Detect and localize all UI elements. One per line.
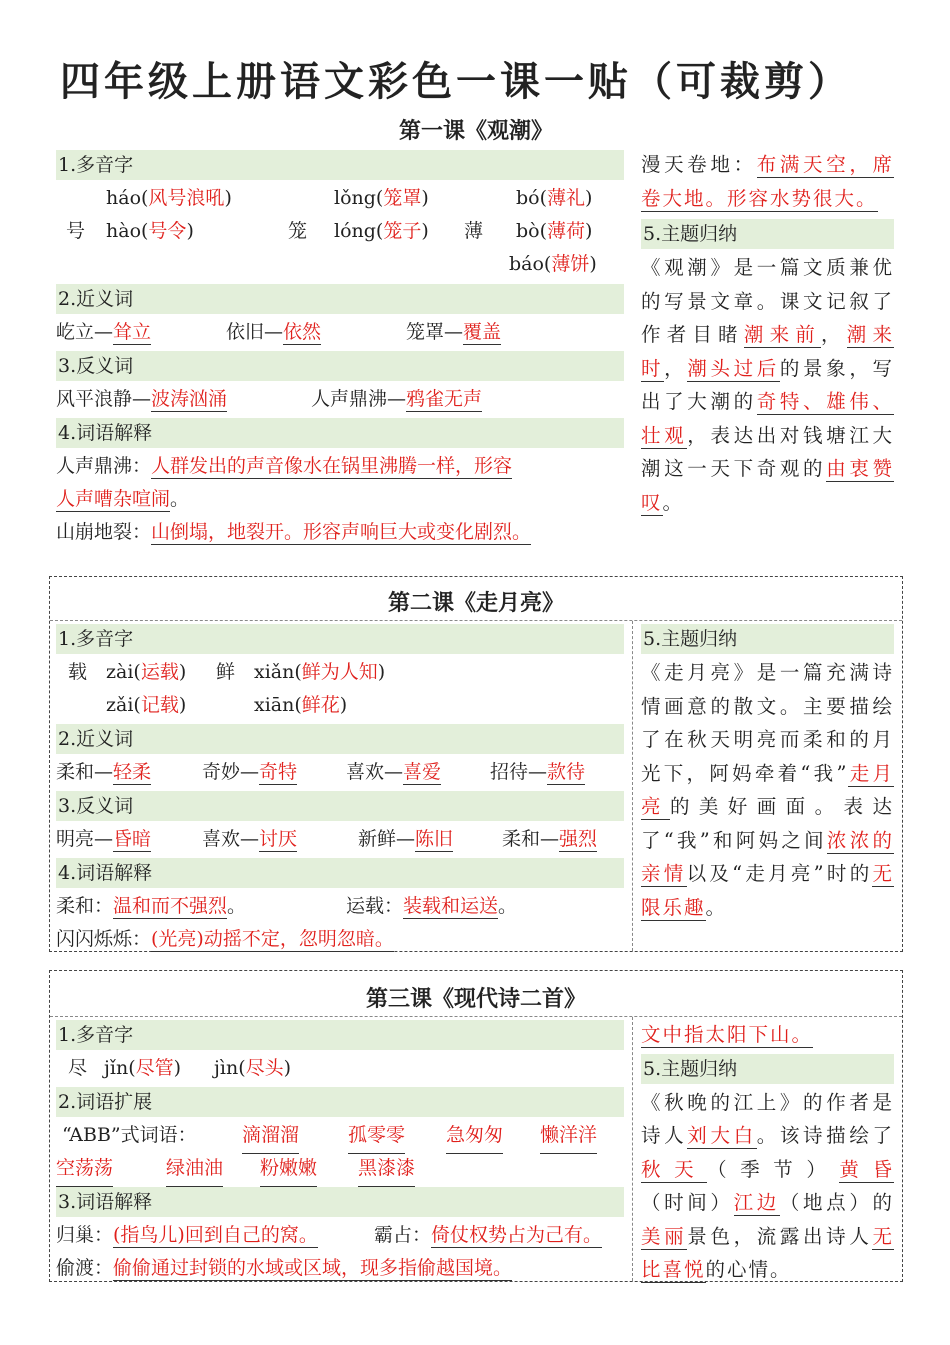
char-hao: 号 [66,220,86,242]
char-long: 笼 [288,220,308,242]
pinyin-bo1: bó(薄礼) [516,187,593,209]
char-zai: 载 [68,661,88,683]
lesson1-right [641,148,894,519]
section-word-expansion: 2.词语扩展 [56,1087,624,1117]
polyphone-row: 尽 jǐn(尽管) jìn(尽头) [56,1052,624,1085]
section-theme: 5.主题归纳 [641,219,894,249]
theme-summary: 《秋晚的江上》的作者是诗人刘大白。该诗描绘了秋天（季节）黄昏（时间）江边（地点）的美丽景色，流露出诗人无比喜悦的心情。 [641,1090,894,1281]
definition-continued: 文中指太阳下山。 [641,1023,814,1046]
definition-2: 山崩地裂：山倒塌，地裂开。形容声响巨大或变化剧烈。 [56,521,532,543]
pinyin-long2: lóng(笼子) [334,220,429,242]
definition-3: 闪闪烁烁：(光亮)动摇不定，忽明忽暗。 [56,928,394,950]
pinyin-bao: báo(薄饼) [509,253,597,275]
pinyin-hao2: hào(号令) [106,220,194,242]
pinyin-long1: lǒng(笼罩) [334,187,429,209]
lesson3-right [641,1018,894,1287]
synonyms-row: 柔和—轻柔 奇妙—奇特 喜欢—喜爱 招待—款待 [56,761,586,783]
definition-mantianjuandi: 漫天卷地：布满天空，席卷大地。形容水势很大。 [641,153,894,210]
synonyms-row: 屹立—耸立 依旧—依然 笼罩—覆盖 [56,321,502,343]
definitions-row: 归巢：(指鸟儿)回到自己的窝。 霸占：倚仗权势占为己有。 [56,1224,603,1246]
lesson3-left [56,1018,624,1285]
antonyms-row: 风平浪静—波涛汹涌 人声鼎沸—鸦雀无声 [56,388,483,410]
lesson1-left [56,148,624,549]
section-antonyms: 3.反义词 [56,791,624,821]
theme-summary: 《走月亮》是一篇充满诗情画意的散文。主要描绘了在秋天明亮而柔和的月光下，阿妈牵着“我”走月亮的美好画面。表达了“我”和阿妈之间浓浓的亲情以及“走月亮”时的无限乐趣。 [641,661,894,919]
lesson3-heading: 第三课《现代诗二首》 [365,986,586,1012]
definition-1: 人声鼎沸：人群发出的声音像水在锅里沸腾一样，形容 [56,455,513,477]
lesson2-right [641,622,894,924]
abb-row-2: 空荡荡 绿油油 粉嫩嫩 黑漆漆 [56,1152,624,1185]
lesson2-heading: 第二课《走月亮》 [387,590,564,616]
section-definitions: 4.词语解释 [56,858,624,888]
page-title: 四年级上册语文彩色一课一贴（可裁剪） [60,58,852,105]
char-xian: 鲜 [216,661,236,683]
abb-row-1: “ABB”式词语： 滴溜溜 孤零零 急匆匆 懒洋洋 [56,1119,624,1152]
theme-summary: 《观潮》是一篇文质兼优的写景文章。课文记叙了作者目睹潮来前，潮来时，潮头过后的景象，写出了大潮的奇特、雄伟、壮观，表达出对钱塘江大潮这一天下奇观的由衷赞叹。 [641,256,894,514]
polyphone-block: 载 zài(运载) zǎi(记载) 鲜 xiǎn(鲜为人知) xiān(鲜花) [56,656,624,722]
definition-1-cont: 人声嘈杂喧闹。 [56,488,190,510]
section-polyphones: 1.多音字 [56,624,624,654]
definitions-row: 柔和：温和而不强烈。 运载：装载和运送。 [56,895,518,917]
antonyms-row: 明亮—昏暗 喜欢—讨厌 新鲜—陈旧 柔和—强烈 [56,828,598,850]
pinyin-bo2: bò(薄荷) [516,220,593,242]
section-theme: 5.主题归纳 [641,624,894,654]
section-synonyms: 2.近义词 [56,724,624,754]
definition-3: 偷渡：偷偷通过封锁的水域或区域，现多指偷越国境。 [56,1257,513,1279]
polyphone-block [56,182,624,314]
section-definitions: 3.词语解释 [56,1187,624,1217]
section-synonyms: 2.近义词 [56,284,624,314]
section-theme: 5.主题归纳 [641,1054,894,1084]
lesson2-left [56,622,624,956]
lesson1-heading: 第一课《观潮》 [398,118,553,144]
char-jin: 尽 [68,1057,88,1079]
section-polyphones: 1.多音字 [56,1020,624,1050]
section-definitions: 4.词语解释 [56,418,624,448]
char-bao: 薄 [464,220,484,242]
pinyin-hao1: háo(风号浪吼) [106,187,232,209]
section-polyphones: 1.多音字 [56,150,624,180]
section-antonyms: 3.反义词 [56,351,624,381]
